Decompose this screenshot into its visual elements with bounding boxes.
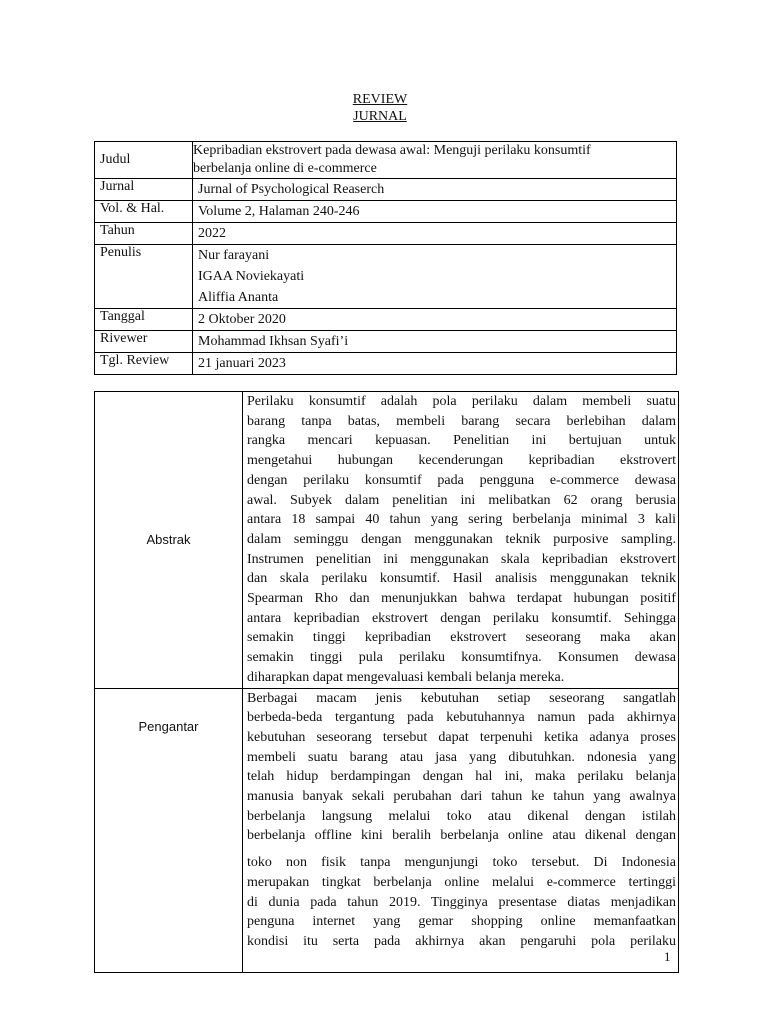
pengantar-line: berbelanja langsung melalui toko atau dikenal dengan istilah bbox=[247, 808, 676, 824]
label-vol-hal: Vol. & Hal. bbox=[95, 201, 193, 223]
abstrak-line: dan skala perilaku konsumtif. Hasil analisis menggunakan teknik bbox=[247, 571, 676, 587]
abstrak-line: dalam seminggu dengan menggunakan teknik purposive sampling. bbox=[247, 531, 676, 547]
value-vol-hal bbox=[193, 201, 677, 223]
label-tahun: Tahun bbox=[95, 223, 193, 245]
row-judul bbox=[95, 142, 677, 179]
value-penulis bbox=[193, 245, 677, 309]
judul-line-1: Kepribadian ekstrovert pada dewasa awal: Menguji perilaku konsumtif bbox=[193, 143, 591, 158]
row-penulis bbox=[95, 245, 677, 309]
pengantar-line: Berbagai macam jenis kebutuhan setiap seseorang sangatlah bbox=[247, 690, 676, 706]
abstrak-line: diharapkan dapat mengevaluasi kembali belanja mereka. bbox=[247, 669, 565, 685]
tgl-review-value: 21 januari 2023 bbox=[198, 356, 286, 371]
value-rivewer bbox=[193, 331, 677, 353]
pengantar-line: berbelanja offline kini beralih berbelanja online atau dikenal dengan bbox=[247, 828, 676, 844]
title-line-review: REVIEW bbox=[352, 92, 408, 107]
pengantar-line: di dunia pada tahun 2019. Tingginya presentase diatas menjadikan bbox=[247, 894, 676, 910]
label-tanggal: Tanggal bbox=[95, 309, 193, 331]
abstrak-line: antara 18 sampai 40 tahun yang sering berbelanja minimal 3 kali bbox=[247, 512, 676, 528]
label-jurnal: Jurnal bbox=[95, 179, 193, 201]
abstrak-line: semakin tinggi kepribadian ekstrovert seseorang maka akan bbox=[247, 630, 676, 646]
journal-metadata-table bbox=[94, 141, 677, 375]
value-judul bbox=[193, 142, 677, 179]
value-tahun bbox=[193, 223, 677, 245]
review-content-table bbox=[94, 391, 679, 973]
abstrak-line: mengetahui hubungan kecenderungan kepribadian ekstrovert bbox=[247, 453, 676, 469]
pengantar-line: penguna internet yang gemar shopping online memanfaatkan bbox=[247, 914, 676, 930]
jurnal-value: Jurnal of Psychological Reaserch bbox=[198, 182, 385, 197]
pengantar-line: merupakan tingkat berbelanja online melalui e-commerce tertinggi bbox=[247, 874, 676, 890]
penulis-3: Aliffia Ananta bbox=[198, 290, 279, 305]
label-judul: Judul bbox=[95, 142, 193, 179]
pengantar-line: berbeda-beda tergantung pada kebutuhannya namun pada akhirnya bbox=[247, 710, 676, 726]
value-tgl-review bbox=[193, 353, 677, 375]
vol-hal-value: Volume 2, Halaman 240-246 bbox=[198, 204, 360, 219]
pengantar-line: telah hidup berdampingan dengan hal ini, maka perilaku belanja bbox=[247, 769, 676, 785]
abstrak-line: awal. Subyek dalam penelitian ini melibatkan 62 orang berusia bbox=[247, 492, 676, 508]
row-tgl-review bbox=[95, 353, 677, 375]
penulis-2: IGAA Noviekayati bbox=[198, 269, 305, 284]
abstrak-line: antara kepribadian ekstrovert dengan perilaku konsumtif. Sehingga bbox=[247, 610, 676, 626]
document-title bbox=[0, 91, 760, 125]
rivewer-value: Mohammad Ikhsan Syafi’i bbox=[198, 334, 349, 349]
label-rivewer: Rivewer bbox=[95, 331, 193, 353]
abstrak-text bbox=[243, 392, 679, 689]
abstrak-line: Spearman Rho dan menunjukkan bahwa terdapat hubungan positif bbox=[247, 591, 676, 607]
value-jurnal bbox=[193, 179, 677, 201]
title-line-jurnal: JURNAL bbox=[353, 109, 407, 124]
pengantar-line: toko non fisik tanpa mengunjungi toko tersebut. Di Indonesia bbox=[247, 855, 676, 871]
label-penulis: Penulis bbox=[95, 245, 193, 309]
row-vol-hal bbox=[95, 201, 677, 223]
value-tanggal bbox=[193, 309, 677, 331]
abstrak-line: Perilaku konsumtif adalah pola perilaku dalam membeli suatu bbox=[247, 394, 676, 409]
abstrak-line: barang tanpa batas, membeli barang secara berlebihan dalam bbox=[247, 413, 676, 429]
pengantar-text bbox=[243, 688, 679, 972]
abstrak-line: rangka mencari kepuasan. Penelitian ini bertujuan untuk bbox=[247, 433, 676, 449]
row-rivewer bbox=[95, 331, 677, 353]
row-tahun bbox=[95, 223, 677, 245]
pengantar-line: manusia banyak sekali perubahan dari tahun ke tahun yang awalnya bbox=[247, 789, 676, 805]
row-pengantar bbox=[95, 688, 679, 972]
pengantar-line: membeli suatu barang atau jasa yang dibutuhkan. ndonesia yang bbox=[247, 749, 676, 765]
pengantar-line: kebutuhan seseorang tersebut dapat terpenuhi ketika adanya proses bbox=[247, 729, 676, 745]
abstrak-line: Instrumen penelitian ini menggunakan skala kepribadian ekstrovert bbox=[247, 551, 676, 567]
judul-line-2: berbelanja online di e-commerce bbox=[193, 161, 377, 176]
tanggal-value: 2 Oktober 2020 bbox=[198, 312, 286, 327]
abstrak-line: dengan perilaku konsumtif pada pengguna e-commerce dewasa bbox=[247, 472, 676, 488]
section-label-abstrak: Abstrak bbox=[95, 392, 243, 689]
page-number: 1 bbox=[664, 949, 671, 964]
section-label-pengantar: Pengantar bbox=[95, 688, 243, 972]
abstrak-line: semakin tinggi pula perilaku konsumtifnya. Konsumen dewasa bbox=[247, 650, 676, 666]
row-abstrak bbox=[95, 392, 679, 689]
penulis-1: Nur farayani bbox=[198, 248, 270, 263]
tahun-value: 2022 bbox=[198, 226, 226, 241]
label-tgl-review: Tgl. Review bbox=[95, 353, 193, 375]
row-tanggal bbox=[95, 309, 677, 331]
pengantar-line: kondisi itu serta pada akhirnya akan pengaruhi pola perilaku bbox=[247, 933, 676, 949]
row-jurnal bbox=[95, 179, 677, 201]
